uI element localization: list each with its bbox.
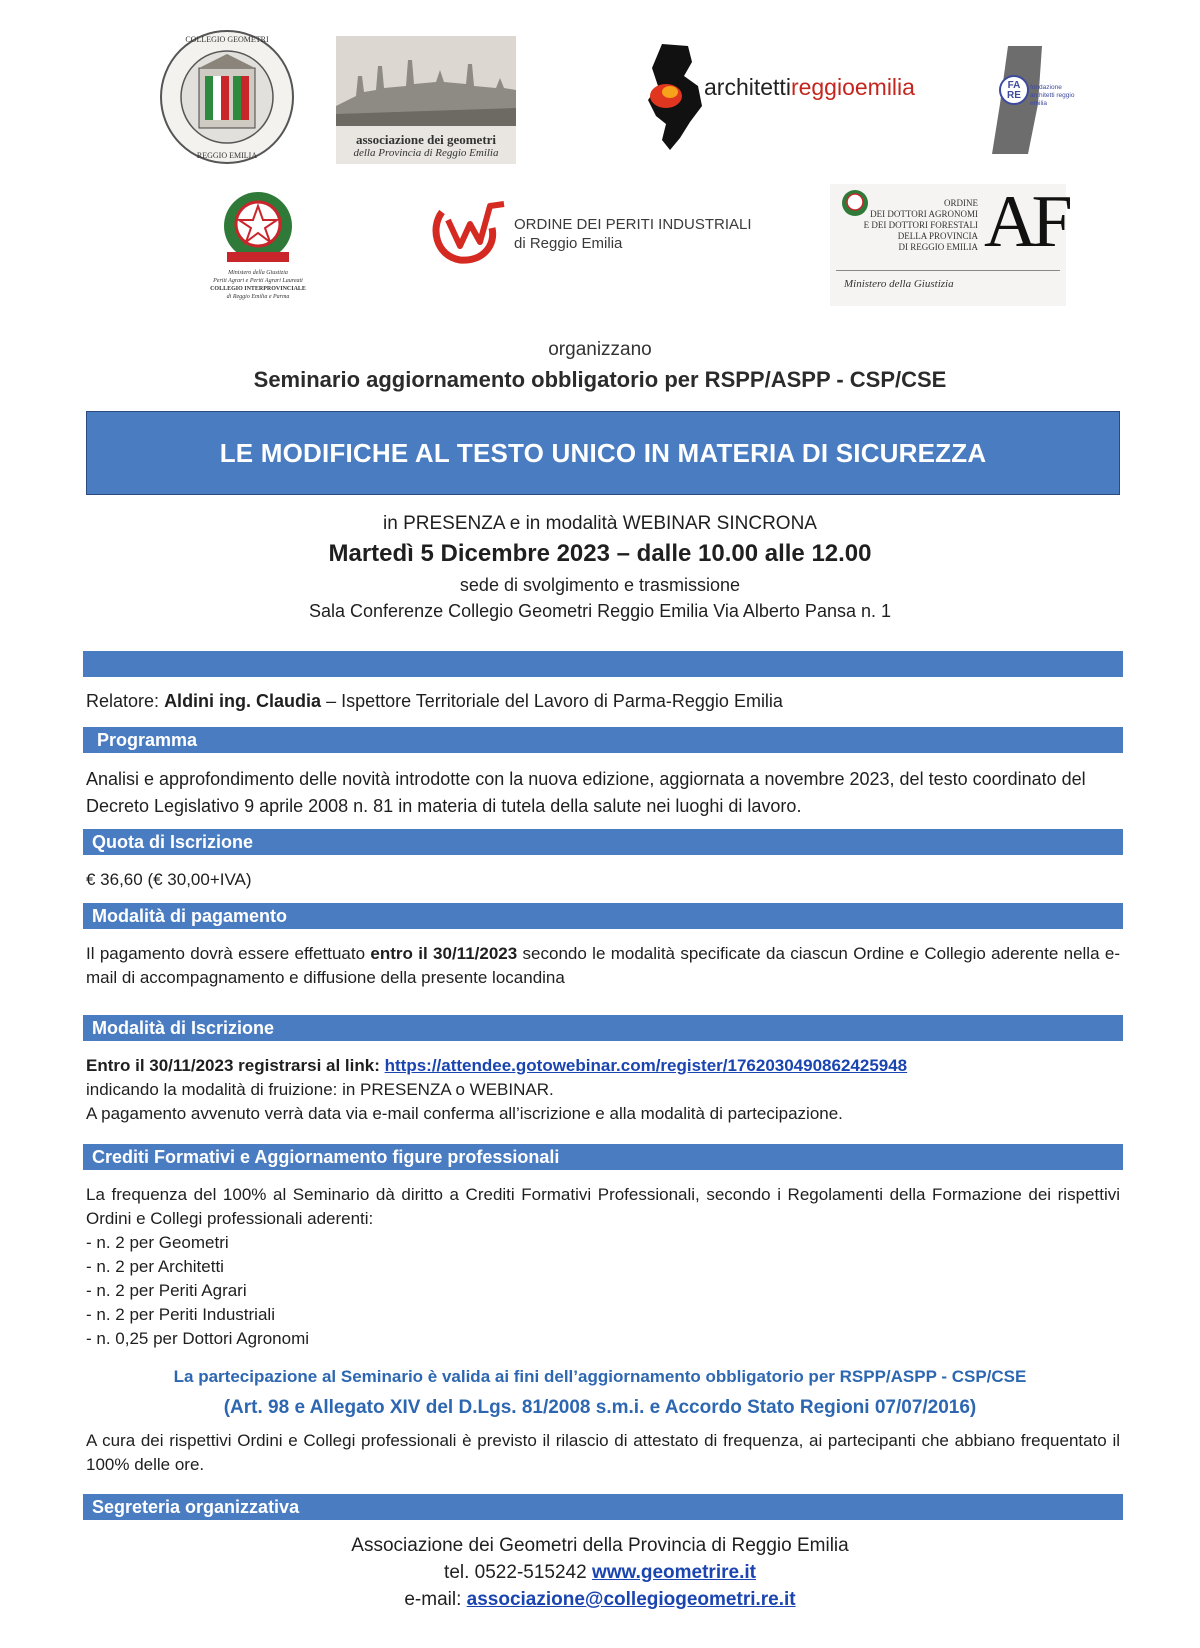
segreteria-line2 xyxy=(0,1562,1200,1584)
segreteria-line3 xyxy=(0,1589,1200,1611)
logo-periti-agrari xyxy=(205,186,311,306)
collegio-geometri-seal-icon xyxy=(155,28,300,166)
validity-line2: (Art. 98 e Allegato XIV del D.Lgs. 81/2008 s.m.i. e Accordo Stato Regioni 07/07/2016) xyxy=(223,1397,977,1418)
section-bar-iscrizione xyxy=(83,1015,1123,1041)
credits-list xyxy=(86,1231,686,1351)
crediti-title: Crediti Formativi e Aggiornamento figure professionali xyxy=(92,1147,560,1167)
associazione-geometri-line1: associazione dei geometri xyxy=(355,132,497,147)
programma-title: Programma xyxy=(97,730,198,750)
agronomi-l2: DEI DOTTORI AGRONOMI xyxy=(870,209,978,219)
event-venue-label: sede di svolgimento e trasmissione xyxy=(459,575,741,595)
credit-item: - n. 2 per Architetti xyxy=(86,1257,224,1276)
agronomi-l3: E DEI DOTTORI FORESTALI xyxy=(863,220,978,230)
svg-text:RE: RE xyxy=(1007,90,1021,101)
periti-industriali-mark-icon xyxy=(430,198,510,264)
banner-title: LE MODIFICHE AL TESTO UNICO IN MATERIA DI SICUREZZA xyxy=(219,437,987,468)
relatore-label: Relatore: xyxy=(86,691,160,711)
pagamento-pre: Il pagamento dovrà essere effettuato xyxy=(86,944,371,963)
iscrizione-line3: A pagamento avvenuto verrà data via e-mail conferma all’iscrizione e alla modalità di partecipazione. xyxy=(86,1104,843,1123)
architetti-wordmark xyxy=(704,74,915,101)
periti-agrari-caption3: COLLEGIO INTERPROVINCIALE xyxy=(210,286,306,292)
event-mode: in PRESENZA e in modalità WEBINAR SINCRONA xyxy=(383,513,817,534)
logo-fondazione-architetti xyxy=(986,44,1078,156)
seminar-subtitle: Seminario aggiornamento obbligatorio per RSPP/ASPP - CSP/CSE xyxy=(253,367,947,392)
agronomi-l1: ORDINE xyxy=(944,198,978,208)
periti-industriali-line2: di Reggio Emilia xyxy=(514,235,623,252)
iscrizione-title: Modalità di Iscrizione xyxy=(92,1018,275,1038)
svg-text:COLLEGIO GEOMETRI: COLLEGIO GEOMETRI xyxy=(185,35,269,44)
architetti-map-icon xyxy=(640,42,710,152)
iscrizione-deadline: Entro il 30/11/2023 registrarsi al link: xyxy=(86,1056,385,1075)
website-link[interactable]: www.geometrire.it xyxy=(591,1562,756,1583)
relatore-name: Aldini ing. Claudia xyxy=(164,691,322,711)
svg-text:FA: FA xyxy=(1007,80,1021,91)
segreteria-email-label: e-mail: xyxy=(404,1589,467,1610)
agronomi-l5: DI REGGIO EMILIA xyxy=(898,242,978,252)
periti-industriali-line1: ORDINE DEI PERITI INDUSTRIALI xyxy=(514,216,752,233)
attestato-text: A cura dei rispettivi Ordini e Collegi professionali è previsto il rilascio di attestato di frequenza, ai partecipanti che abbiano frequentato il 100% delle ore. xyxy=(86,1431,1120,1474)
section-bar-segreteria xyxy=(83,1494,1123,1520)
section-bar-programma xyxy=(83,727,1123,753)
crediti-intro: La frequenza del 100% al Seminario dà diritto a Crediti Formativi Professionali, secondo i Regolamenti della Formazione dei rispettivi Ordini e Collegi professionali aderenti: xyxy=(86,1185,1120,1228)
agronomi-monogram: AF xyxy=(984,181,1067,263)
agronomi-divider xyxy=(836,270,1060,271)
segreteria-line1: Associazione dei Geometri della Provincia di Reggio Emilia xyxy=(351,1535,849,1556)
periti-agrari-caption2: Periti Agrari e Periti Agrari Laureati xyxy=(213,278,303,284)
iscrizione-text xyxy=(86,1054,1120,1126)
segreteria-title: Segreteria organizzativa xyxy=(92,1497,300,1517)
associazione-geometri-line2: della Provincia di Reggio Emilia xyxy=(353,147,499,159)
relatore-role: – Ispettore Territoriale del Lavoro di Parma-Reggio Emilia xyxy=(321,691,783,711)
periti-agrari-caption1: Ministero della Giustizia xyxy=(228,270,288,276)
organizzano-label: organizzano xyxy=(548,339,652,360)
programma-text: Analisi e approfondimento delle novità introdotte con la nuova edizione, aggiornata a novembre 2023, del testo coordinato del Decreto Legislativo 9 aprile 2008 n. 81 in materia di tutela della salute nei luoghi di lavoro. xyxy=(86,769,1086,816)
architetti-wordmark-b: reggioemilia xyxy=(790,74,915,100)
republic-emblem-icon xyxy=(205,186,311,268)
logo-collegio-geometri xyxy=(155,28,300,166)
credit-item: - n. 2 per Geometri xyxy=(86,1233,229,1252)
fondazione-caption: fondazione architetti reggio emilia xyxy=(1030,84,1075,107)
section-bar-crediti xyxy=(83,1144,1123,1170)
architetti-wordmark-a: architetti xyxy=(704,74,791,100)
section-bar-pagamento xyxy=(83,903,1123,929)
agronomi-text xyxy=(842,198,978,253)
quota-text: € 36,60 (€ 30,00+IVA) xyxy=(86,870,252,889)
section-bar-quota xyxy=(83,829,1123,855)
periti-agrari-caption4: di Reggio Emilia e Parma xyxy=(226,294,290,300)
main-banner xyxy=(86,411,1120,495)
validity-line1: La partecipazione al Seminario è valida ai fini dell’aggiornamento obbligatorio per RSPP/ASPP - CSP/CSE xyxy=(173,1367,1027,1386)
iscrizione-line1 xyxy=(86,1054,1120,1078)
pagamento-text xyxy=(86,942,1120,990)
event-venue: Sala Conferenze Collegio Geometri Reggio Emilia Via Alberto Pansa n. 1 xyxy=(309,601,891,621)
event-date: Martedì 5 Dicembre 2023 – dalle 10.00 alle 12.00 xyxy=(328,540,872,567)
city-skyline-icon xyxy=(336,36,516,126)
quota-title: Quota di Iscrizione xyxy=(92,832,254,852)
registration-link[interactable]: https://attendee.gotowebinar.com/register/1762030490862425948 xyxy=(384,1056,908,1075)
empty-divider-bar xyxy=(83,651,1123,677)
credit-item: - n. 0,25 per Dottori Agronomi xyxy=(86,1329,310,1348)
credit-item: - n. 2 per Periti Agrari xyxy=(86,1281,247,1300)
iscrizione-line2: indicando la modalità di fruizione: in PRESENZA o WEBINAR. xyxy=(86,1080,554,1099)
logo-associazione-geometri xyxy=(336,36,516,164)
credit-item: - n. 2 per Periti Industriali xyxy=(86,1305,275,1324)
agronomi-caption: Ministero della Giustizia xyxy=(844,278,954,290)
relatore-line xyxy=(86,689,1120,713)
logo-architetti-reggio-emilia xyxy=(640,42,960,152)
segreteria-tel: tel. 0522-515242 xyxy=(444,1562,592,1583)
logo-agronomi-forestali xyxy=(830,181,1067,306)
pagamento-deadline: entro il 30/11/2023 xyxy=(370,944,518,963)
svg-text:REGGIO EMILIA: REGGIO EMILIA xyxy=(196,151,258,160)
email-link[interactable]: associazione@collegiogeometri.re.it xyxy=(466,1589,796,1610)
pagamento-post: secondo le modalità specificate da ciascun Ordine e Collegio aderente nella e-mail di accompagnamento e diffusione della presente locandina xyxy=(86,944,1120,987)
agronomi-l4: DELLA PROVINCIA xyxy=(897,231,978,241)
pagamento-title: Modalità di pagamento xyxy=(92,906,288,926)
logo-periti-industriali xyxy=(430,198,790,268)
